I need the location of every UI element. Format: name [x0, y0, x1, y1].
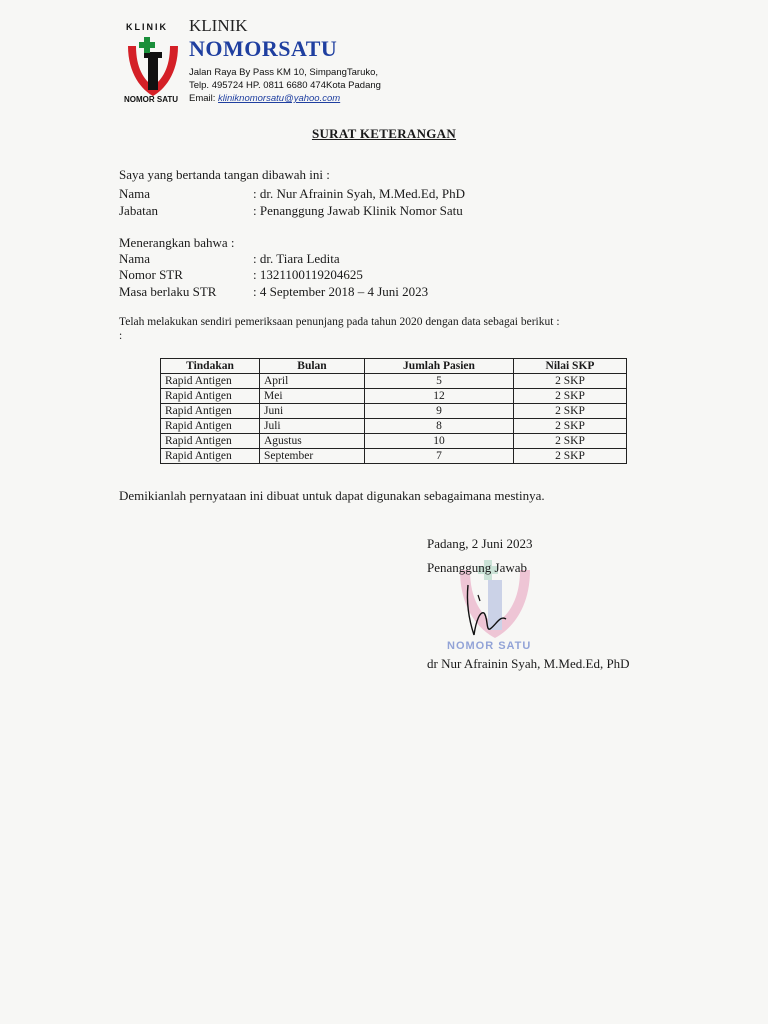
- cell-tindakan: Rapid Antigen: [161, 449, 260, 464]
- header-bulan: Bulan: [260, 359, 365, 374]
- cell-skp: 2 SKP: [514, 449, 627, 464]
- logo-arc-text: KLINIK: [126, 22, 168, 32]
- cell-skp: 2 SKP: [514, 389, 627, 404]
- cell-bulan: September: [260, 449, 365, 464]
- clinic-logo-icon: [124, 24, 182, 102]
- table-row: [161, 389, 627, 404]
- header-tindakan: Tindakan: [161, 359, 260, 374]
- table-row: [161, 404, 627, 419]
- signer-position-label: Jabatan: [119, 203, 158, 218]
- cell-bulan: Juni: [260, 404, 365, 419]
- cell-jumlah: 7: [365, 449, 514, 464]
- statement-text: Telah melakukan sendiri pemeriksaan penunjang pada tahun 2020 dengan data sebagai berikut :: [119, 316, 560, 328]
- subject-name-label: Nama: [119, 251, 151, 266]
- cell-jumlah: 9: [365, 404, 514, 419]
- cell-tindakan: Rapid Antigen: [161, 374, 260, 389]
- cell-skp: 2 SKP: [514, 404, 627, 419]
- cell-tindakan: Rapid Antigen: [161, 419, 260, 434]
- subject-str-label: Nomor STR: [119, 267, 183, 282]
- cell-jumlah: 5: [365, 374, 514, 389]
- logo-caption: NOMOR SATU: [124, 95, 179, 104]
- subject-validity-label: Masa berlaku STR: [119, 284, 217, 299]
- subject-validity-value: : 4 September 2018 – 4 Juni 2023: [253, 284, 429, 299]
- letterhead-klinik: KLINIK: [189, 16, 248, 35]
- table-row: [161, 374, 627, 389]
- cell-skp: 2 SKP: [514, 434, 627, 449]
- subject-name-value: : dr. Tiara Ledita: [253, 251, 340, 266]
- letterhead-address-line1: Jalan Raya By Pass KM 10, SimpangTaruko,: [189, 67, 379, 78]
- subject-str-value: : 1321100119204625: [253, 267, 363, 282]
- table-row: [161, 419, 627, 434]
- cell-jumlah: 10: [365, 434, 514, 449]
- statement-colon: :: [119, 330, 123, 342]
- letterhead-email-line: [189, 93, 340, 104]
- email-link[interactable]: kliniknomorsatu@yahoo.com: [218, 93, 341, 104]
- document-title: SURAT KETERANGAN: [311, 126, 457, 141]
- cell-jumlah: 12: [365, 389, 514, 404]
- letterhead-address-line2: Telp. 495724 HP. 0811 6680 474Kota Padang: [189, 80, 381, 91]
- header-nilai-skp: Nilai SKP: [514, 359, 627, 374]
- cell-tindakan: Rapid Antigen: [161, 434, 260, 449]
- menerangkan-text: Menerangkan bahwa :: [119, 235, 235, 250]
- stamp-caption: NOMOR SATU: [447, 640, 532, 652]
- skp-table: [160, 358, 627, 464]
- intro-text: Saya yang bertanda tangan dibawah ini :: [119, 167, 330, 182]
- email-label: Email:: [189, 93, 216, 104]
- cell-skp: 2 SKP: [514, 419, 627, 434]
- cell-bulan: Juli: [260, 419, 365, 434]
- signer-name: dr Nur Afrainin Syah, M.Med.Ed, PhD: [427, 656, 630, 671]
- cell-bulan: Mei: [260, 389, 365, 404]
- signature-place-date: Padang, 2 Juni 2023: [427, 536, 533, 551]
- signer-name-label: Nama: [119, 186, 151, 201]
- cell-tindakan: Rapid Antigen: [161, 389, 260, 404]
- cell-skp: 2 SKP: [514, 374, 627, 389]
- signature-role: Penanggung Jawab: [427, 560, 528, 575]
- table-row: [161, 434, 627, 449]
- table-header-row: [161, 359, 627, 374]
- cell-bulan: April: [260, 374, 365, 389]
- cell-tindakan: Rapid Antigen: [161, 404, 260, 419]
- header-jumlah-pasien: Jumlah Pasien: [365, 359, 514, 374]
- cell-bulan: Agustus: [260, 434, 365, 449]
- signer-name-value: : dr. Nur Afrainin Syah, M.Med.Ed, PhD: [253, 186, 465, 201]
- cell-jumlah: 8: [365, 419, 514, 434]
- letterhead-clinic-name: NOMORSATU: [189, 36, 338, 61]
- closing-text: Demikianlah pernyataan ini dibuat untuk dapat digunakan sebagaimana mestinya.: [119, 488, 545, 503]
- table-row: [161, 449, 627, 464]
- signer-position-value: : Penanggung Jawab Klinik Nomor Satu: [253, 203, 463, 218]
- handwritten-signature: [450, 575, 520, 645]
